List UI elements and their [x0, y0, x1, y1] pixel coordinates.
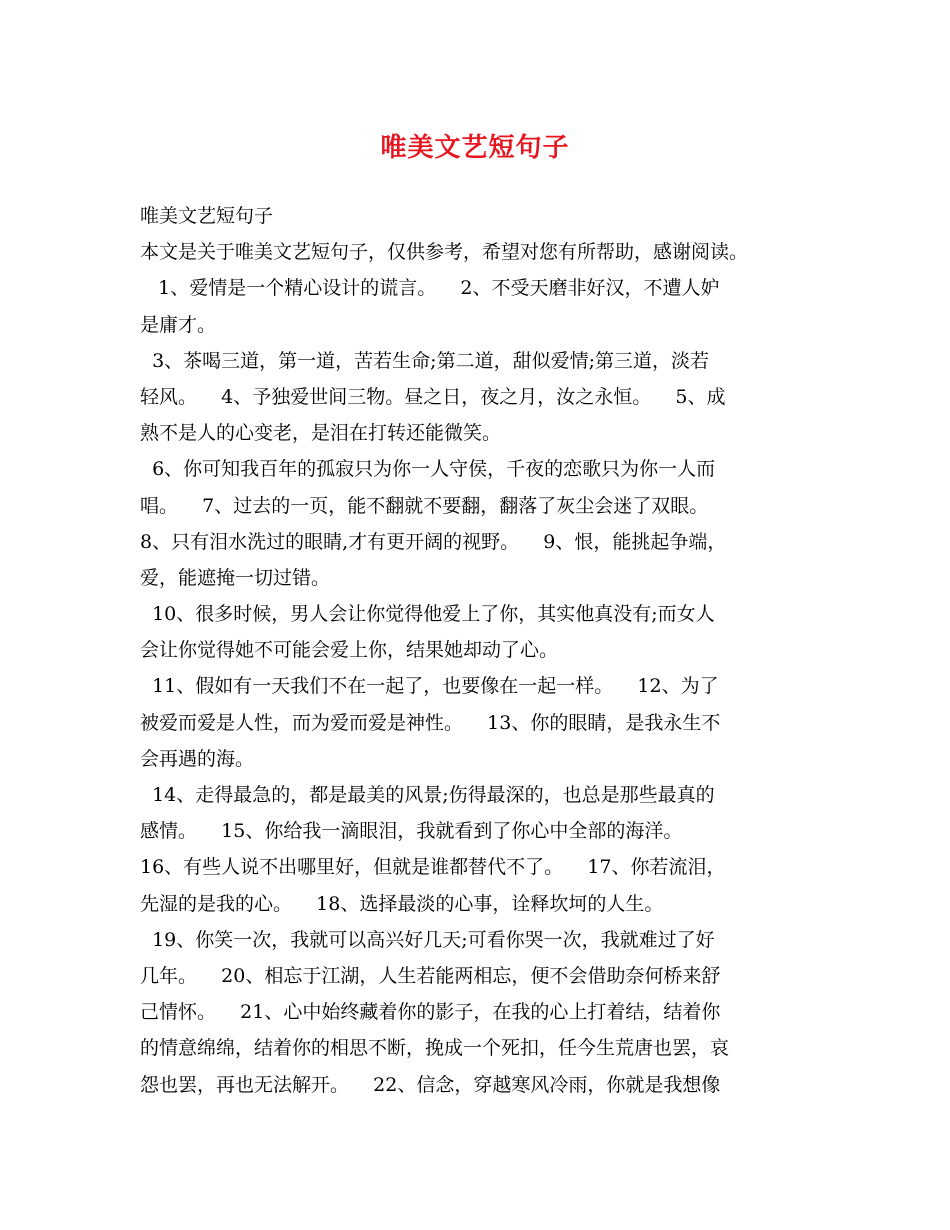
text-line: 10、很多时候，男人会让你觉得他爱上了你，其实他真没有;而女人 — [140, 603, 715, 626]
text-line: 14、走得最急的，都是最美的风景;伤得最深的，也总是那些最真的 — [140, 784, 715, 806]
document-body — [140, 198, 820, 1103]
text-line: 怨也罢，再也无法解开。 22、信念，穿越寒风冷雨，你就是我想像 — [140, 1073, 721, 1096]
text-line: 唱。 7、过去的一页，能不翻就不要翻，翻落了灰尘会迷了双眼。 — [140, 494, 709, 517]
text-line: 8、只有泪水洗过的眼睛,才有更开阔的视野。 9、恨，能挑起争端， — [140, 530, 727, 553]
text-line: 会让你觉得她不可能会爱上你，结果她却动了心。 — [140, 639, 559, 662]
text-line: 11、假如有一天我们不在一起了，也要像在一起一样。 12、为了 — [140, 675, 719, 698]
text-line: 19、你笑一次，我就可以高兴好几天;可看你哭一次，我就难过了好 — [140, 928, 715, 951]
text-line: 6、你可知我百年的孤寂只为你一人守侯，千夜的恋歌只为你一人而 — [140, 458, 716, 481]
document-title: 唯美文艺短句子 — [380, 133, 570, 163]
text-line: 是庸才。 — [140, 313, 217, 336]
text-line: 唯美文艺短句子 — [140, 205, 274, 227]
text-line: 3、茶喝三道，第一道，苦若生命;第二道，甜似爱情;第三道，淡若 — [140, 349, 709, 372]
text-line: 本文是关于唯美文艺短句子，仅供参考，希望对您有所帮助，感谢阅读。 — [140, 241, 749, 264]
text-line: 轻风。 4、予独爱世间三物。昼之日，夜之月，汝之永恒。 5、成 — [140, 385, 726, 408]
text-line: 的情意绵绵，结着你的相思不断，挽成一个死扣，任今生荒唐也罢，哀 — [140, 1037, 730, 1060]
text-line: 16、有些人说不出哪里好，但就是谁都替代不了。 17、你若流泪， — [140, 856, 726, 879]
text-line: 先湿的是我的心。 18、选择最淡的心事，诠释坎坷的人生。 — [140, 892, 664, 915]
text-line: 爱，能遮掩一切过错。 — [140, 566, 331, 589]
text-line: 会再遇的海。 — [140, 747, 255, 770]
text-line: 被爱而爱是人性，而为爱而爱是神性。 13、你的眼睛，是我永生不 — [140, 711, 721, 734]
text-line: 己情怀。 21、心中始终藏着你的影子，在我的心上打着结，结着你 — [140, 1001, 721, 1024]
text-line: 熟不是人的心变老，是泪在打转还能微笑。 — [140, 422, 502, 445]
text-line: 1、爱情是一个精心设计的谎言。 2、不受天磨非好汉，不遭人妒 — [140, 277, 720, 300]
text-line: 几年。 20、相忘于江湖，人生若能两相忘，便不会借助奈何桥来舒 — [140, 964, 721, 987]
text-line: 感情。 15、你给我一滴眼泪，我就看到了你心中全部的海洋。 — [140, 820, 683, 843]
